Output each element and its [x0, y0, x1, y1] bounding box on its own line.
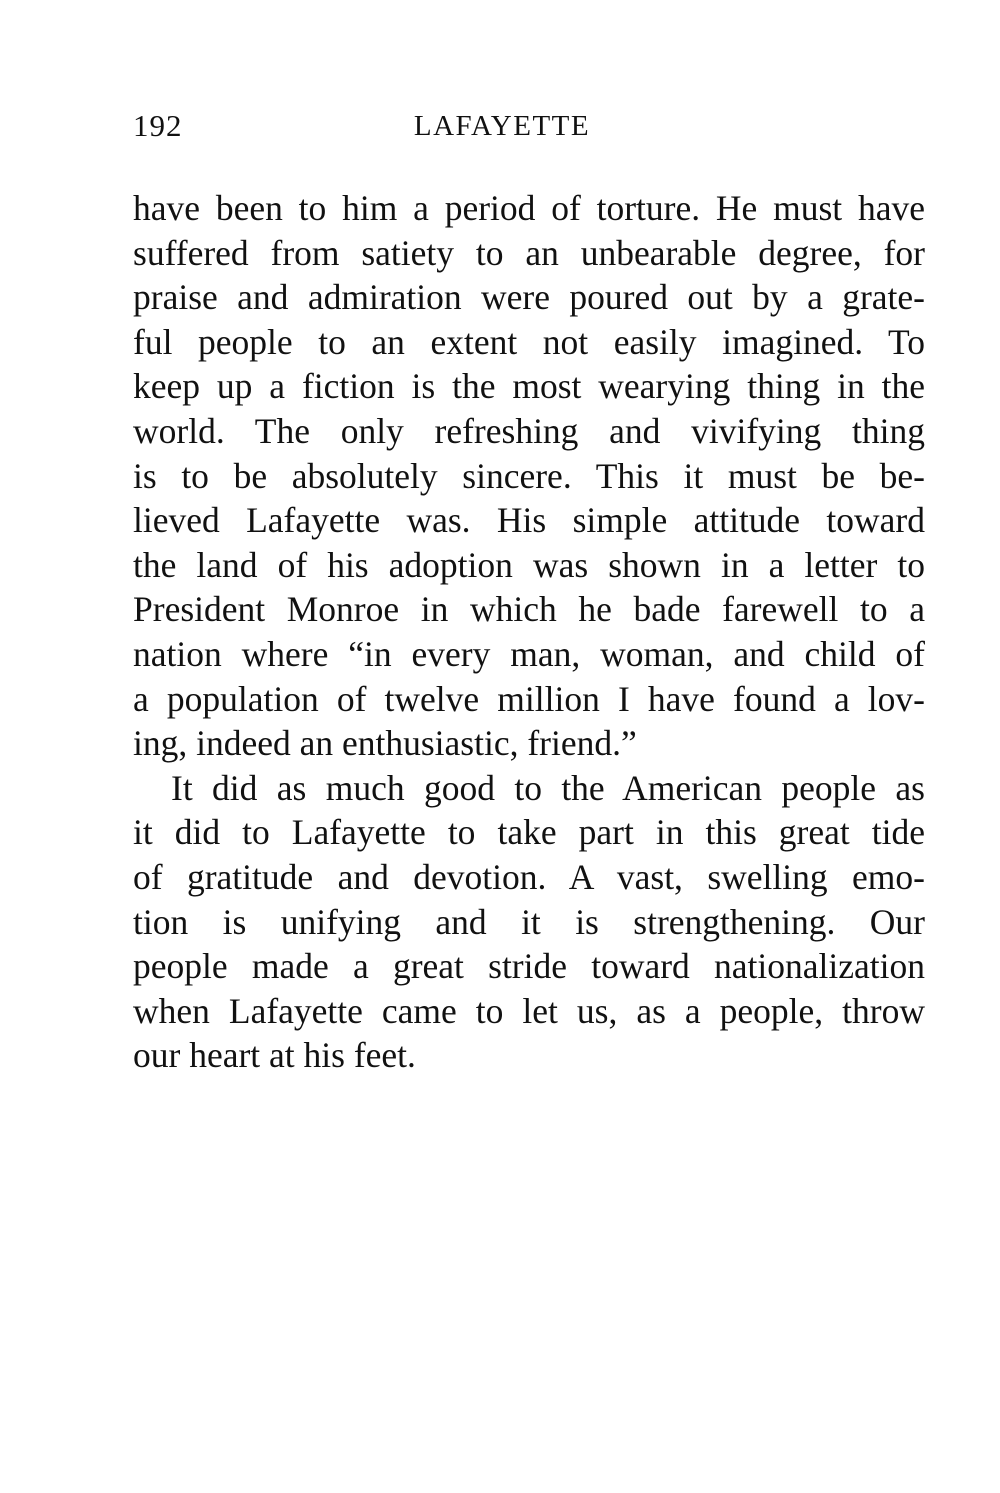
text-line: our heart at his feet.: [133, 1035, 416, 1076]
text-line: a population of twelve million I have found a lov-: [133, 678, 925, 719]
text-line: President Monroe in which he bade farewell to a: [133, 589, 925, 630]
text-line: suffered from satiety to an unbearable degree, for: [133, 232, 925, 273]
text-line: the land of his adoption was shown in a letter to: [133, 544, 925, 585]
text-line: ful people to an extent not easily imagined. To: [133, 321, 925, 362]
paragraph-2: [133, 766, 925, 1078]
running-head: [133, 106, 925, 146]
text-line: praise and admiration were poured out by a grate-: [133, 277, 925, 318]
text-line: of gratitude and devotion. A vast, swelling emo-: [133, 856, 925, 897]
running-title: LAFAYETTE: [413, 110, 591, 142]
text-line: tion is unifying and it is strengthening. Our: [133, 901, 925, 942]
text-line: people made a great stride toward nationalization: [133, 946, 925, 987]
text-line: world. The only refreshing and vivifying thing: [133, 410, 925, 451]
text-line: ing, indeed an enthusiastic, friend.”: [133, 723, 637, 764]
page-number: 192: [133, 108, 183, 143]
paragraph-1: [133, 186, 925, 766]
text-line: when Lafayette came to let us, as a people, throw: [133, 990, 925, 1031]
text-line: nation where “in every man, woman, and child of: [133, 633, 925, 674]
text-line: it did to Lafayette to take part in this great tide: [133, 812, 925, 853]
text-line: is to be absolutely sincere. This it must be be-: [133, 455, 925, 496]
text-line: keep up a fiction is the most wearying thing in the: [133, 366, 925, 407]
text-line: It did as much good to the American people as: [171, 767, 925, 808]
text-line: lieved Lafayette was. His simple attitude toward: [133, 500, 925, 541]
body-text: [133, 186, 925, 1078]
text-line: have been to him a period of torture. He must have: [133, 188, 925, 228]
